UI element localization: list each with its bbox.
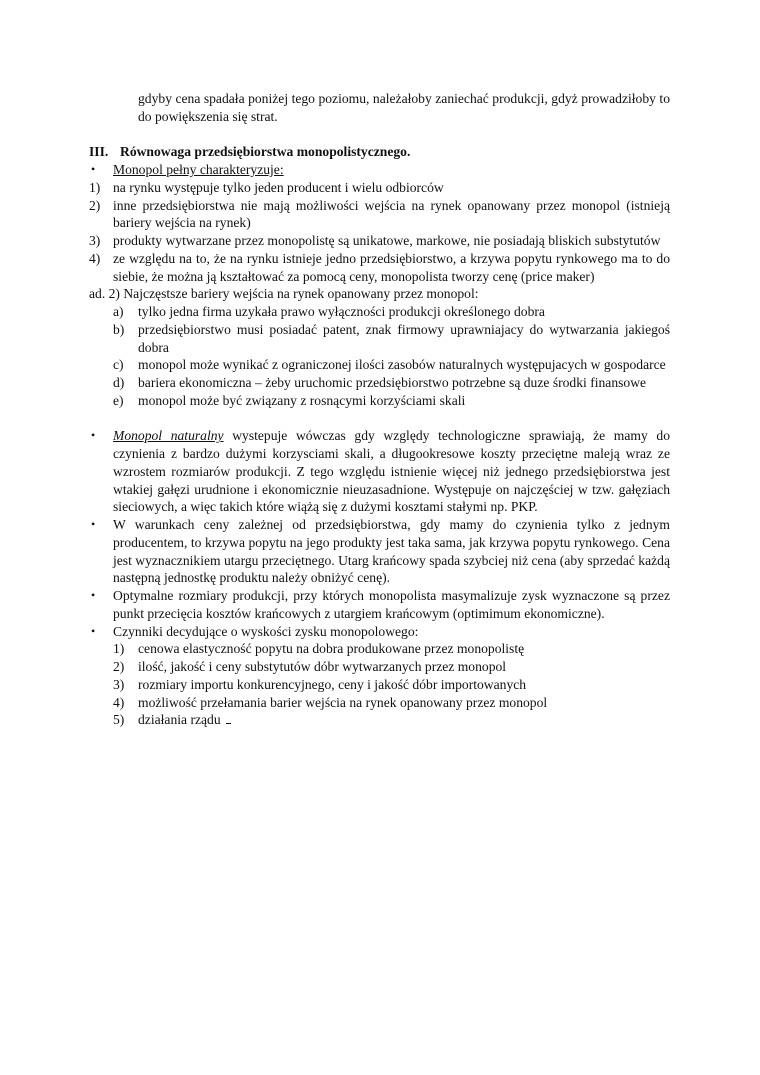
list-text: rozmiary importu konkurencyjnego, ceny i jakość dóbr importowanych bbox=[138, 676, 527, 692]
bullet-text: Czynniki decydujące o wyskości zysku monopolowego: bbox=[113, 623, 419, 639]
bullet-icon: • bbox=[91, 517, 96, 531]
text-cursor bbox=[226, 711, 231, 724]
list-item bbox=[89, 711, 670, 729]
list-marker: c) bbox=[113, 357, 124, 373]
list-text: przedsiębiorstwo musi posiadać patent, znak firmowy uprawniajacy do wytwarzania jakiegoś dobra bbox=[138, 321, 670, 355]
bullet-text: W warunkach ceny zależnej od przedsiębiorstwa, gdy mamy do czynienia tylko z jednym producentem, to krzywa popytu na jego produkty jest taka sama, jak krzywa popytu rynkowego. Cena jest wyznacznikiem utargu przeciętnego. Utarg krańcowy spada szybciej niż cena (aby sprzedać każdą następną jednostkę produktu należy obniżyć cenę). bbox=[113, 517, 670, 586]
bullet-item bbox=[89, 516, 670, 587]
list-text: inne przedsiębiorstwa nie mają możliwości wejścia na rynek opanowany przez monopol (istnieją bariery wejścia na rynek) bbox=[113, 197, 670, 231]
list-text: tylko jedna firma uzykała prawo wyłączności produkcji określonego dobra bbox=[138, 304, 545, 319]
list-item bbox=[89, 694, 670, 712]
bullet-label: Monopol pełny charakteryzuje: bbox=[113, 162, 284, 177]
list-item bbox=[89, 676, 670, 694]
list-item bbox=[89, 640, 670, 658]
bullet-item bbox=[89, 623, 670, 641]
document-page bbox=[89, 90, 670, 729]
list-item bbox=[89, 392, 670, 410]
list-text: produkty wytwarzane przez monopolistę są unikatowe, markowe, nie posiadają bliskich substytutów bbox=[113, 233, 661, 248]
list-item bbox=[89, 303, 670, 321]
list-text: ilość, jakość i ceny substytutów dóbr wytwarzanych przez monopol bbox=[138, 659, 507, 674]
bullet-text: Optymalne rozmiary produkcji, przy których monopolista masymalizuje zysk wyznaczone są przez punkt przecięcia kosztów krańcowych z utargiem krańcowym (optimimum ekonomiczne). bbox=[113, 588, 670, 621]
section-title: Równowaga przedsiębiorstwa monopolistycznego. bbox=[120, 144, 411, 160]
spacer bbox=[89, 410, 670, 428]
list-marker: 2) bbox=[89, 197, 101, 213]
list-item bbox=[89, 232, 670, 250]
list-item bbox=[89, 179, 670, 197]
list-item bbox=[89, 356, 670, 374]
bullet-item bbox=[89, 587, 670, 623]
bariery-intro: ad. 2) Najczęstsze bariery wejścia na rynek opanowany przez monopol: bbox=[89, 286, 479, 302]
list-marker: e) bbox=[113, 392, 124, 408]
list-marker: 4) bbox=[89, 250, 101, 266]
list-text: możliwość przełamania barier wejścia na rynek opanowany przez monopol bbox=[138, 694, 548, 710]
list-marker: 4) bbox=[113, 694, 125, 710]
bullet-term: Monopol naturalny bbox=[113, 428, 224, 444]
list-marker: a) bbox=[113, 304, 124, 319]
bullet-monopol-naturalny bbox=[89, 427, 670, 516]
list-text: na rynku występuje tylko jeden producent i wielu odbiorców bbox=[113, 179, 444, 195]
list-item bbox=[89, 374, 670, 392]
bullet-monopol-pelny bbox=[89, 161, 670, 179]
list-item bbox=[89, 321, 670, 357]
list-marker: 1) bbox=[113, 641, 125, 657]
list-marker: b) bbox=[113, 321, 125, 337]
list-marker: d) bbox=[113, 375, 125, 390]
list-text: cenowa elastyczność popytu na dobra produkowane przez monopolistę bbox=[138, 641, 525, 657]
list-marker: 5) bbox=[113, 712, 125, 728]
list-marker: 2) bbox=[113, 659, 125, 674]
continuation-paragraph: gdyby cena spadała poniżej tego poziomu, należałoby zaniechać produkcji, gdyż prowadziłoby to do powiększenia się strat. bbox=[138, 91, 670, 124]
list-text: monopol może wynikać z ograniczonej ilości zasobów naturalnych występujacych w gospodarce bbox=[138, 357, 666, 373]
list-item bbox=[89, 658, 670, 676]
section-heading bbox=[89, 143, 670, 161]
list-text: bariera ekonomiczna – żeby uruchomic przedsiębiorstwo potrzebne są duze środki finansowe bbox=[138, 375, 647, 390]
list-text: ze względu na to, że na rynku istnieje jedno przedsiębiorstwo, a krzywa popytu rynkowego ma to do siebie, że można ją kształtować za pomocą ceny, monopolista tworzy cenę (price maker) bbox=[113, 250, 670, 284]
list-item bbox=[89, 197, 670, 233]
bullet-icon: • bbox=[91, 162, 96, 176]
section-number: III. bbox=[89, 144, 109, 160]
list-text: monopol może być związany z rosnącymi korzyściami skali bbox=[138, 392, 466, 408]
list-item bbox=[89, 250, 670, 286]
bullet-icon: • bbox=[91, 428, 96, 443]
bullet-text: wystepuje wówczas gdy względy technologiczne sprawiają, że mamy do czynienia z bardzo dużymi korzysciami skali, a długookresowe koszty przeciętne maleją wraz ze wzrostem rozmiarów produkcji. Z tego względu istnienie więcej niż jednego przedsiębiorstwa jest wtakiej gałęzi urudnione i ekonomicznie nieuzasadnione. Występuje on najczęściej w tzw. gałęziach sieciowych, a więc takich które wiążą się z dużymi kosztami stałymi np. PKP. bbox=[113, 428, 670, 515]
bullet-icon: • bbox=[91, 588, 96, 602]
list-marker: 1) bbox=[89, 179, 101, 195]
list-marker: 3) bbox=[89, 233, 101, 248]
list-text: działania rządu bbox=[138, 712, 221, 728]
bullet-icon: • bbox=[91, 623, 96, 638]
spacer bbox=[89, 126, 670, 144]
list-marker: 3) bbox=[113, 676, 125, 692]
